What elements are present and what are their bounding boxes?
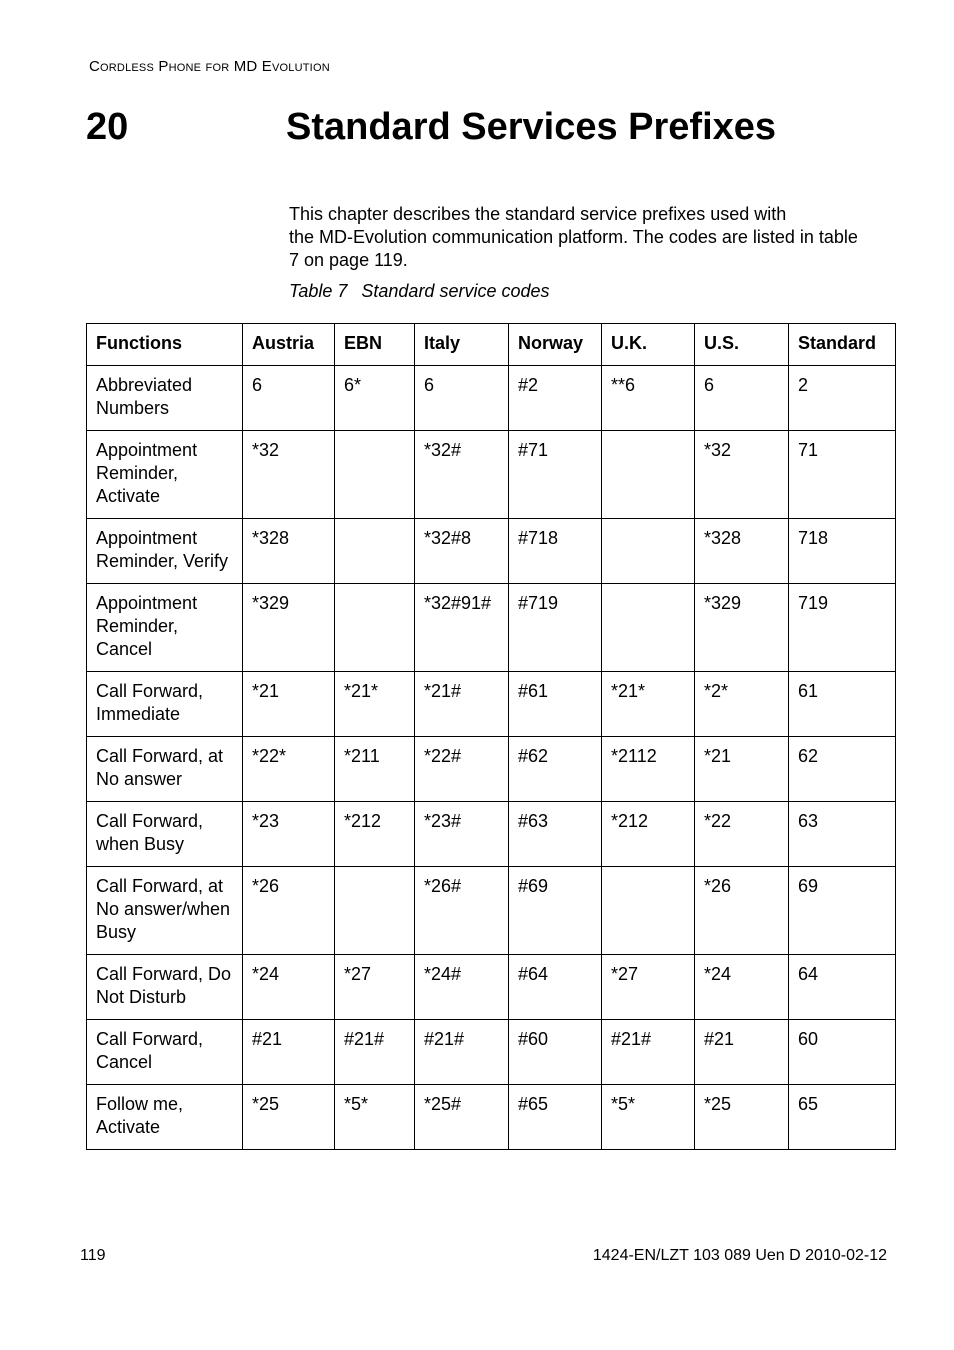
code-cell: *22* xyxy=(243,737,335,802)
column-header: U.S. xyxy=(695,324,789,366)
code-cell: *25 xyxy=(695,1085,789,1150)
code-cell: *5* xyxy=(602,1085,695,1150)
table-row xyxy=(87,584,896,672)
code-cell: *329 xyxy=(243,584,335,672)
table-caption-label: Table 7 xyxy=(289,281,348,301)
code-cell: 6 xyxy=(415,366,509,431)
code-cell: *2112 xyxy=(602,737,695,802)
chapter-number: 20 xyxy=(86,106,129,148)
code-cell: *2* xyxy=(695,672,789,737)
code-cell: 2 xyxy=(789,366,896,431)
table-row xyxy=(87,1085,896,1150)
code-cell: *26# xyxy=(415,867,509,955)
function-cell: Call Forward, at No answer/when Busy xyxy=(87,867,243,955)
table-body xyxy=(87,366,896,1150)
code-cell: 718 xyxy=(789,519,896,584)
function-cell: Appointment Reminder, Verify xyxy=(87,519,243,584)
code-cell: *32 xyxy=(695,431,789,519)
code-cell: *211 xyxy=(335,737,415,802)
code-cell: 62 xyxy=(789,737,896,802)
code-cell: 71 xyxy=(789,431,896,519)
column-header: Italy xyxy=(415,324,509,366)
code-cell xyxy=(602,431,695,519)
code-cell: *328 xyxy=(243,519,335,584)
code-cell: *212 xyxy=(602,802,695,867)
code-cell: *212 xyxy=(335,802,415,867)
service-codes-table xyxy=(86,323,896,1150)
code-cell: *23 xyxy=(243,802,335,867)
table-row xyxy=(87,1020,896,1085)
code-cell: #21# xyxy=(335,1020,415,1085)
running-header: Cordless Phone for MD Evolution xyxy=(89,58,330,75)
code-cell: *32#91# xyxy=(415,584,509,672)
code-cell: *32#8 xyxy=(415,519,509,584)
code-cell xyxy=(602,584,695,672)
code-cell: 61 xyxy=(789,672,896,737)
code-cell xyxy=(335,519,415,584)
intro-line: This chapter describes the standard service prefixes used with xyxy=(289,204,787,224)
code-cell: *329 xyxy=(695,584,789,672)
code-cell xyxy=(602,867,695,955)
code-cell: *24# xyxy=(415,955,509,1020)
code-cell: *22 xyxy=(695,802,789,867)
function-cell: Appointment Reminder, Cancel xyxy=(87,584,243,672)
column-header: U.K. xyxy=(602,324,695,366)
code-cell: #21# xyxy=(602,1020,695,1085)
table-row xyxy=(87,366,896,431)
code-cell: *25# xyxy=(415,1085,509,1150)
intro-line: 7 on page 119. xyxy=(289,250,408,270)
table-row xyxy=(87,802,896,867)
code-cell: 64 xyxy=(789,955,896,1020)
code-cell: 6 xyxy=(695,366,789,431)
code-cell: *25 xyxy=(243,1085,335,1150)
code-cell: #2 xyxy=(509,366,602,431)
code-cell xyxy=(335,867,415,955)
code-cell: *23# xyxy=(415,802,509,867)
code-cell: *24 xyxy=(695,955,789,1020)
table-row xyxy=(87,672,896,737)
table-row xyxy=(87,431,896,519)
table-caption-text: Standard service codes xyxy=(361,281,550,301)
code-cell: 69 xyxy=(789,867,896,955)
code-cell xyxy=(335,431,415,519)
column-header: EBN xyxy=(335,324,415,366)
code-cell: **6 xyxy=(602,366,695,431)
code-cell: #64 xyxy=(509,955,602,1020)
page-number: 119 xyxy=(80,1247,106,1264)
code-cell: 719 xyxy=(789,584,896,672)
code-cell: 65 xyxy=(789,1085,896,1150)
column-header: Functions xyxy=(87,324,243,366)
code-cell: *21 xyxy=(243,672,335,737)
table-row xyxy=(87,737,896,802)
code-cell: #69 xyxy=(509,867,602,955)
code-cell: 60 xyxy=(789,1020,896,1085)
code-cell: 6* xyxy=(335,366,415,431)
code-cell: 6 xyxy=(243,366,335,431)
code-cell: #62 xyxy=(509,737,602,802)
code-cell: #718 xyxy=(509,519,602,584)
intro-paragraph xyxy=(289,203,899,272)
function-cell: Call Forward, Immediate xyxy=(87,672,243,737)
code-cell: *21* xyxy=(335,672,415,737)
code-cell: #21# xyxy=(415,1020,509,1085)
column-header: Norway xyxy=(509,324,602,366)
code-cell: *26 xyxy=(243,867,335,955)
code-cell: 63 xyxy=(789,802,896,867)
code-cell: #719 xyxy=(509,584,602,672)
code-cell: *32 xyxy=(243,431,335,519)
table-row xyxy=(87,519,896,584)
code-cell: #21 xyxy=(243,1020,335,1085)
code-cell: #61 xyxy=(509,672,602,737)
column-header: Standard xyxy=(789,324,896,366)
code-cell xyxy=(602,519,695,584)
function-cell: Call Forward, when Busy xyxy=(87,802,243,867)
function-cell: Abbreviated Numbers xyxy=(87,366,243,431)
code-cell: #21 xyxy=(695,1020,789,1085)
code-cell: *5* xyxy=(335,1085,415,1150)
code-cell: *24 xyxy=(243,955,335,1020)
code-cell: *27 xyxy=(335,955,415,1020)
function-cell: Call Forward, Cancel xyxy=(87,1020,243,1085)
table-header-row xyxy=(87,324,896,366)
code-cell: #71 xyxy=(509,431,602,519)
code-cell: *328 xyxy=(695,519,789,584)
code-cell: #63 xyxy=(509,802,602,867)
code-cell: #65 xyxy=(509,1085,602,1150)
code-cell: *21* xyxy=(602,672,695,737)
code-cell: *21 xyxy=(695,737,789,802)
code-cell: *22# xyxy=(415,737,509,802)
intro-line: the MD-Evolution communication platform. The codes are listed in table xyxy=(289,227,858,247)
table-row xyxy=(87,955,896,1020)
code-cell: *26 xyxy=(695,867,789,955)
function-cell: Call Forward, Do Not Disturb xyxy=(87,955,243,1020)
column-header: Austria xyxy=(243,324,335,366)
code-cell xyxy=(335,584,415,672)
code-cell: #60 xyxy=(509,1020,602,1085)
table-row xyxy=(87,867,896,955)
code-cell: *32# xyxy=(415,431,509,519)
chapter-title: Standard Services Prefixes xyxy=(286,106,777,148)
code-cell: *21# xyxy=(415,672,509,737)
document-id: 1424-EN/LZT 103 089 Uen D 2010-02-12 xyxy=(592,1247,887,1264)
function-cell: Appointment Reminder, Activate xyxy=(87,431,243,519)
function-cell: Follow me, Activate xyxy=(87,1085,243,1150)
function-cell: Call Forward, at No answer xyxy=(87,737,243,802)
code-cell: *27 xyxy=(602,955,695,1020)
table-caption xyxy=(289,281,550,302)
